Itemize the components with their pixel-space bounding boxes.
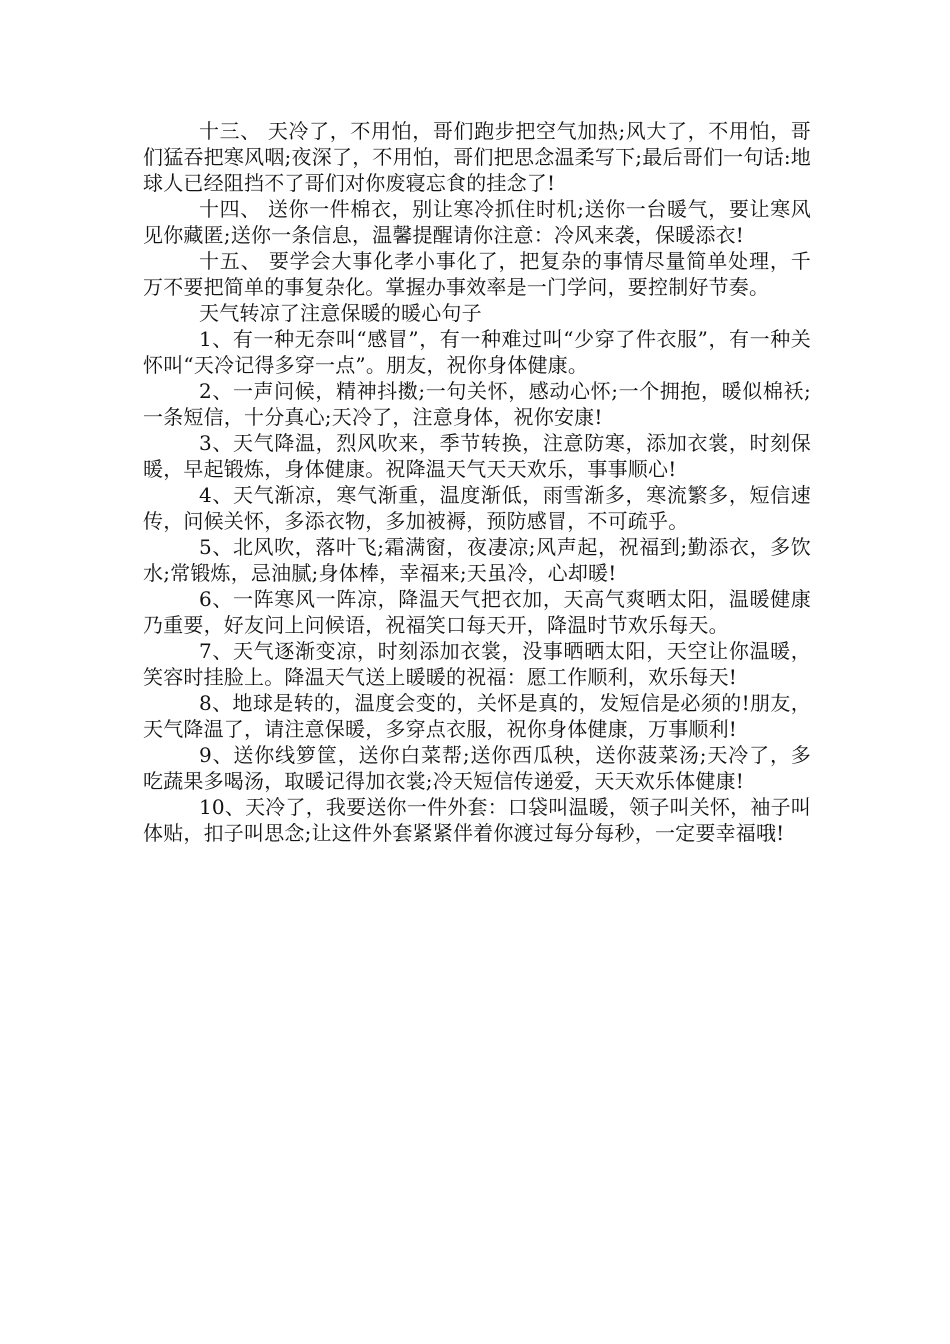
paragraph-13: 十三、 天冷了，不用怕，哥们跑步把空气加热;风大了，不用怕，哥们猛吞把寒风咽;夜深了，不用怕，哥们把思念温柔写下;最后哥们一句话:地球人已经阻挡不了哥们对你废寝忘食的挂念了! [143,119,811,195]
list-item: 10、天冷了，我要送你一件外套：口袋叫温暖，领子叫关怀，袖子叫体贴，扣子叫思念;让这件外套紧紧伴着你渡过每分每秒，一定要幸福哦! [143,795,811,845]
document-page [143,118,811,846]
list-item: 5、北风吹，落叶飞;霜满窗，夜凄凉;风声起，祝福到;勤添衣，多饮水;常锻炼，忌油腻;身体棒，幸福来;天虽冷，心却暖! [143,535,811,585]
list-item: 9、送你线箩筐，送你白菜帮;送你西瓜秧，送你菠菜汤;天冷了，多吃蔬果多喝汤，取暖记得加衣裳;冷天短信传递爱，天天欢乐体健康! [143,743,811,793]
list-item: 4、天气渐凉，寒气渐重，温度渐低，雨雪渐多，寒流繁多，短信速传，问候关怀，多添衣物，多加被褥，预防感冒，不可疏乎。 [143,483,811,533]
paragraph-15: 十五、 要学会大事化孝小事化了，把复杂的事情尽量简单处理，千万不要把简单的事复杂化。掌握办事效率是一门学问，要控制好节奏。 [143,249,811,299]
list-item: 3、天气降温，烈风吹来，季节转换，注意防寒，添加衣裳，时刻保暖，早起锻炼，身体健康。祝降温天气天天欢乐，事事顺心! [143,431,811,481]
list-item: 2、一声问候，精神抖擞;一句关怀，感动心怀;一个拥抱，暖似棉袄;一条短信，十分真心;天冷了，注意身体，祝你安康! [143,379,811,429]
list-item: 6、一阵寒风一阵凉，降温天气把衣加，天高气爽晒太阳，温暖健康乃重要，好友问上问候语，祝福笑口每天开，降温时节欢乐每天。 [143,587,811,637]
list-item: 1、有一种无奈叫“感冒”，有一种难过叫“少穿了件衣服”，有一种关怀叫“天冷记得多穿一点”。朋友，祝你身体健康。 [143,327,811,377]
list-item: 8、地球是转的，温度会变的，关怀是真的，发短信是必须的!朋友，天气降温了，请注意保暖，多穿点衣服，祝你身体健康，万事顺利! [143,691,811,741]
section-title: 天气转凉了注意保暖的暖心句子 [199,301,482,325]
list-item: 7、天气逐渐变凉，时刻添加衣裳，没事晒晒太阳，天空让你温暖，笑容时挂脸上。降温天气送上暖暖的祝福：愿工作顺利，欢乐每天! [143,639,811,689]
paragraph-14: 十四、 送你一件棉衣，别让寒冷抓住时机;送你一台暖气，要让寒风见你藏匿;送你一条信息，温馨提醒请你注意：冷风来袭，保暖添衣! [143,197,811,247]
